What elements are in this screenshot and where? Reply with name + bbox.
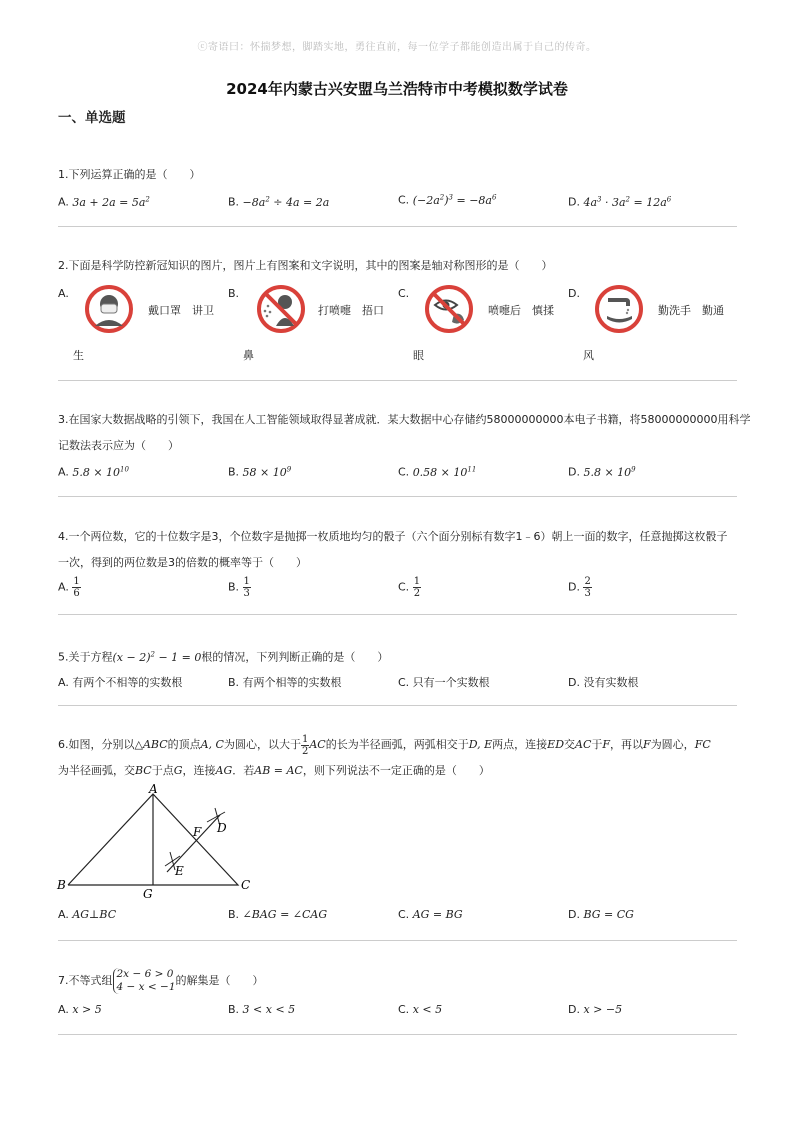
q4-option-a[interactable]: A. $\frac{1}{6}$ xyxy=(58,576,80,599)
q2-option-c-text-2: 眼 xyxy=(413,349,424,362)
q4-stem-line1: 4.一个两位数，它的十位数字是3，个位数字是抛掷一枚质地均匀的骰子（六个面分别标有数字1﹣6）朝上一面的数字，任意抛掷这枚骰子 xyxy=(58,530,728,543)
sneeze-icon xyxy=(256,284,306,334)
triangle-diagram xyxy=(55,782,265,900)
q6-option-c[interactable]: C. AG = BG xyxy=(398,908,463,921)
q7-option-a[interactable]: A. x > 5 xyxy=(58,1003,102,1016)
q3-option-d[interactable]: D. $5.8 \times 10^9$ xyxy=(568,465,636,479)
divider xyxy=(58,380,737,381)
label-a: A xyxy=(149,782,158,796)
q6-option-b[interactable]: B. ∠BAG = ∠CAG xyxy=(228,908,328,921)
q3-option-b[interactable]: B. $58 \times 10^9$ xyxy=(228,465,292,479)
q7-stem: 7.不等式组 2x − 6 > 0 4 − x < −1 的解集是（ ） xyxy=(58,968,264,993)
q2-option-d-text: 勤洗手 勤通 xyxy=(658,304,724,317)
q7-option-b[interactable]: B. 3 < x < 5 xyxy=(228,1003,296,1016)
q6-option-d[interactable]: D. BG = CG xyxy=(568,908,634,921)
label-b: B xyxy=(57,878,66,892)
label-f: F xyxy=(193,825,202,839)
q4-stem-line2: 一次，得到的两位数是3的倍数的概率等于（ ） xyxy=(58,556,307,569)
q3-option-c[interactable]: C. $0.58 \times 10^{11}$ xyxy=(398,465,477,479)
page-title: 2024年内蒙古兴安盟乌兰浩特市中考模拟数学试卷 xyxy=(226,80,568,98)
divider xyxy=(58,614,737,615)
q7-option-d[interactable]: D. x > −5 xyxy=(568,1003,623,1016)
q3-option-a[interactable]: A. $5.8 \times 10^{10}$ xyxy=(58,465,129,479)
divider xyxy=(58,705,737,706)
header-motto: ⓒ寄语曰：怀揣梦想，脚踏实地，勇往直前，每一位学子都能创造出属于自己的传奇。 xyxy=(197,42,597,53)
divider xyxy=(58,226,737,227)
q2-option-c-text: 喷嚏后 慎揉 xyxy=(488,304,554,317)
q2-option-b-text: 打喷嚏 捂口 xyxy=(318,304,384,317)
section-heading: 一、单选题 xyxy=(58,110,126,126)
label-e: E xyxy=(175,864,184,878)
q5-option-b[interactable]: B. 有两个相等的实数根 xyxy=(228,676,342,689)
q2-option-c-letter[interactable]: C. xyxy=(398,287,410,300)
q1-option-d[interactable]: D. $4a^3 \cdot 3a^2 = 12a^6$ xyxy=(568,195,672,209)
q2-option-b-letter[interactable]: B. xyxy=(228,287,240,300)
divider xyxy=(58,940,737,941)
q7-option-c[interactable]: C. x < 5 xyxy=(398,1003,443,1016)
q6-option-a[interactable]: A. AG⊥BC xyxy=(58,908,117,921)
q1-option-a[interactable]: A. $3a + 2a = 5a^2$ xyxy=(58,195,150,209)
q2-stem: 2.下面是科学防控新冠知识的图片，图片上有图案和文字说明，其中的图案是轴对称图形的是（ ） xyxy=(58,259,553,272)
q6-stem-line1: 6.如图，分别以△ABC的顶点A, C为圆心，以大于 $\frac{1}{2}$ AC的长为半径画弧，两弧相交于D, E两点，连接ED交AC于F，再以F为圆心，FC xyxy=(58,733,711,757)
q1-option-c[interactable]: C. $(-2a^2)^3 = -8a^6$ xyxy=(398,193,497,207)
divider xyxy=(58,496,737,497)
label-d: D xyxy=(217,821,227,835)
label-c: C xyxy=(241,878,251,892)
divider xyxy=(58,1034,737,1035)
q4-option-c[interactable]: C. $\frac{1}{2}$ xyxy=(398,576,421,599)
q1-option-b[interactable]: B. $-8a^2 \div 4a = 2a$ xyxy=(228,195,330,209)
q5-option-c[interactable]: C. 只有一个实数根 xyxy=(398,676,490,689)
q4-option-d[interactable]: D. $\frac{2}{3}$ xyxy=(568,576,591,599)
q2-option-d-text-2: 风 xyxy=(583,349,594,362)
label-g: G xyxy=(143,887,153,900)
q2-option-a-text: 戴口罩 讲卫 xyxy=(148,304,214,317)
q3-stem-line1: 3.在国家大数据战略的引领下，我国在人工智能领域取得显著成就．某大数据中心存储约58000000000本电子书籍，将58000000000用科学 xyxy=(58,413,751,426)
mask-icon xyxy=(84,284,134,334)
q1-stem: 1.下列运算正确的是（ ） xyxy=(58,168,201,181)
eye-icon xyxy=(424,284,474,334)
q2-option-b-text-2: 鼻 xyxy=(243,349,254,362)
handwash-icon xyxy=(594,284,644,334)
q4-option-b[interactable]: B. $\frac{1}{3}$ xyxy=(228,576,250,599)
q6-stem-line2: 为半径画弧，交BC于点G，连接AG．若AB = AC，则下列说法不一定正确的是（ ） xyxy=(58,764,490,777)
q2-option-d-letter[interactable]: D. xyxy=(568,287,580,300)
q5-option-d[interactable]: D. 没有实数根 xyxy=(568,676,639,689)
q2-option-a-text-2: 生 xyxy=(73,349,84,362)
q5-option-a[interactable]: A. 有两个不相等的实数根 xyxy=(58,676,183,689)
q2-option-a-letter[interactable]: A. xyxy=(58,287,69,300)
q3-stem-line2: 记数法表示应为（ ） xyxy=(58,439,179,452)
q5-stem: 5.关于方程$(x - 2)^2 - 1 = 0$根的情况，下列判断正确的是（ ） xyxy=(58,650,389,664)
